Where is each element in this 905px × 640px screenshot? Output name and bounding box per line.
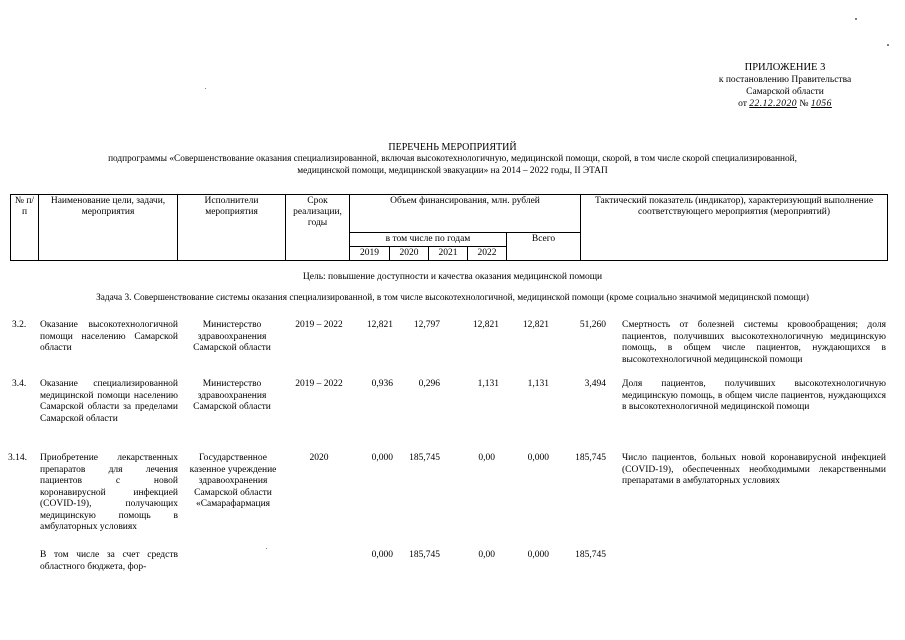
row-value-2019: 0,000 bbox=[371, 550, 393, 560]
row-name: В том числе за счет средств областного бюджета, фор- bbox=[40, 550, 178, 572]
row-indicator: Число пациентов, больных новой коронавирусной инфекцией (COVID-19), обеспеченных необходимыми лекарственными препаратами в амбулаторных условиях bbox=[622, 453, 886, 486]
appendix-resolution: к постановлению Правительства bbox=[718, 75, 852, 85]
row-value-2022: 12,821 bbox=[522, 320, 549, 330]
appendix-title: ПРИЛОЖЕНИЕ 3 bbox=[744, 62, 826, 73]
row-value-2019: 0,000 bbox=[371, 453, 393, 463]
scan-speck bbox=[266, 548, 267, 549]
header-term: Срок реализации, годы bbox=[286, 195, 350, 261]
header-year: 2021 bbox=[429, 247, 468, 261]
table-header bbox=[10, 194, 888, 261]
scan-speck bbox=[887, 44, 889, 46]
row-total: 3,494 bbox=[584, 379, 606, 389]
row-value-2021: 0,00 bbox=[478, 453, 495, 463]
row-value-2022: 0,000 bbox=[527, 453, 549, 463]
header-indicator: Тактический показатель (индикатор), характеризующий выполнение соответствующего мероприятия (мероприятий) bbox=[581, 195, 888, 261]
row-value-2021: 12,821 bbox=[472, 320, 499, 330]
scan-speck bbox=[205, 88, 206, 89]
number-prefix: № bbox=[799, 99, 809, 109]
row-value-2020: 12,797 bbox=[413, 320, 440, 330]
row-executor: Государственное казенное учреждение здравоохранения Самарской области «Самарафармация bbox=[189, 453, 277, 509]
header-finance: Объем финансирования, млн. рублей bbox=[350, 195, 581, 233]
row-num: 3.2. bbox=[12, 320, 27, 330]
row-term: 2019 – 2022 bbox=[295, 320, 343, 330]
row-value-2021: 0,00 bbox=[478, 550, 495, 560]
row-name: Оказание высокотехнологичной помощи населению Самарской области bbox=[40, 320, 178, 353]
row-value-2020: 185,745 bbox=[409, 453, 440, 463]
header-total: Всего bbox=[507, 233, 581, 261]
row-total: 185,745 bbox=[575, 550, 606, 560]
header-by-years: в том числе по годам bbox=[350, 233, 507, 247]
handwritten-date: 22.12.2020 bbox=[749, 99, 798, 109]
row-value-2022: 1,131 bbox=[527, 379, 549, 389]
header-num: № п/п bbox=[11, 195, 39, 261]
row-value-2020: 0,296 bbox=[418, 379, 440, 389]
header-executor: Исполнители мероприятия bbox=[178, 195, 286, 261]
row-executor: Министерство здравоохранения Самарской области bbox=[193, 320, 271, 353]
document-subtitle-1: подпрограммы «Совершенствование оказания специализированной, включая высокотехнологичную, медицинской помощи, скорой, в том числе скорой специализированной, bbox=[108, 154, 797, 164]
date-prefix: от bbox=[738, 99, 747, 109]
document-title: ПЕРЕЧЕНЬ МЕРОПРИЯТИЙ bbox=[388, 142, 517, 153]
row-name: Приобретение лекарственных препаратов для лечения пациентов с новой коронавирусной инфекцией (COVID-19), получающих медицинскую помощь в амбулаторных условиях bbox=[40, 453, 178, 532]
row-value-2020: 185,745 bbox=[409, 550, 440, 560]
scan-speck bbox=[855, 18, 857, 20]
row-indicator: Доля пациентов, получивших высокотехнологичную медицинскую помощь, в общем числе пациентов, нуждающихся в высокотехнологичной медицинской помощи bbox=[622, 379, 886, 412]
row-num: 3.4. bbox=[12, 379, 27, 389]
header-year: 2020 bbox=[390, 247, 429, 261]
row-term: 2019 – 2022 bbox=[295, 379, 343, 389]
row-value-2019: 12,821 bbox=[366, 320, 393, 330]
row-indicator: Смертность от болезней системы кровообращения; доля пациентов, получивших высокотехнологичную медицинскую помощь, в общем числе пациентов, нуждающихся в высокотехнологичной медицинской помощи bbox=[622, 320, 886, 365]
row-value-2019: 0,936 bbox=[371, 379, 393, 389]
appendix-date-line bbox=[700, 98, 870, 110]
task-line: Задача 3. Совершенствование системы оказания специализированной, в том числе высокотехнологичной, медицинской помощи (кроме социально значимой медицинской помощи) bbox=[96, 293, 809, 303]
row-term: 2020 bbox=[309, 453, 329, 463]
appendix-block bbox=[700, 62, 870, 110]
row-value-2021: 1,131 bbox=[477, 379, 499, 389]
header-year: 2019 bbox=[350, 247, 390, 261]
goal-line: Цель: повышение доступности и качества оказания медицинской помощи bbox=[302, 272, 603, 282]
row-name: Оказание специализированной медицинской помощи населению Самарской области за пределами Самарской области bbox=[40, 379, 178, 424]
header-year: 2022 bbox=[468, 247, 507, 261]
header-name: Наименование цели, задачи, мероприятия bbox=[39, 195, 178, 261]
appendix-region: Самарской области bbox=[746, 87, 824, 97]
row-num: 3.14. bbox=[8, 453, 27, 463]
document-subtitle-2: медицинской помощи, медицинской эвакуации» на 2014 – 2022 годы, II ЭТАП bbox=[297, 166, 608, 176]
row-executor: Министерство здравоохранения Самарской области bbox=[193, 379, 271, 412]
handwritten-number: 1056 bbox=[810, 99, 832, 109]
row-total: 185,745 bbox=[575, 453, 606, 463]
row-value-2022: 0,000 bbox=[527, 550, 549, 560]
row-total: 51,260 bbox=[579, 320, 606, 330]
